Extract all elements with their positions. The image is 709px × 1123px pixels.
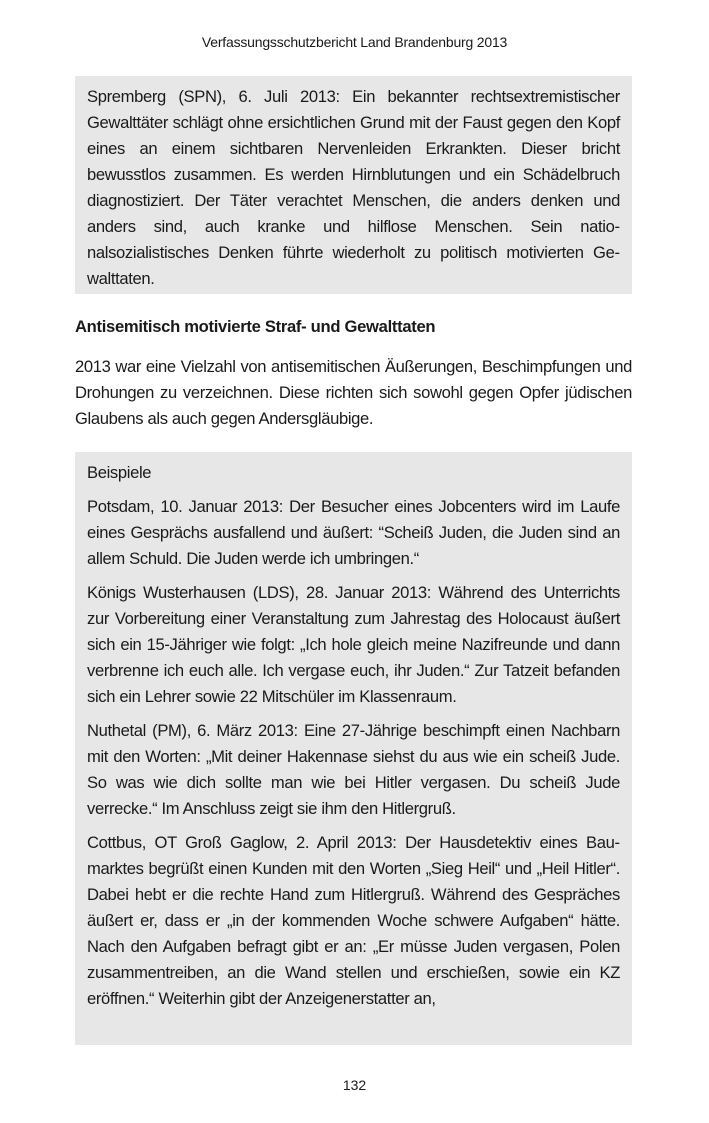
examples-box [75, 452, 632, 1045]
examples-label: Beispiele [87, 463, 152, 482]
case-example-box [75, 76, 632, 294]
example-item-koenigs-wusterhausen: Königs Wusterhausen (LDS), 28. Januar 2013: Während des Unterrichts zur Vorbereitung einer Veranstaltung zum Jahrestag des Holocaust äußert sich ein 15-Jähriger wie folgt: „Ich hole gleich meine Nazifreunde und dann verbrenne ich euch alle. Ich vergase euch, ihr Juden.“ Zur Tatzeit befanden sich ein Lehrer sowie 22 Mitschüler im Klassenraum. [87, 583, 620, 706]
case-example-text: Spremberg (SPN), 6. Juli 2013: Ein bekannter rechtsextremistischer Gewalttäter schlägt ohne ersichtlichen Grund mit der Faust gegen den Kopf eines an einem sichtbaren Nervenleiden Erkrankten. Dieser bricht bewusstlos zusammen. Es werden Hirnblutungen und ein Schädelbruch diagnostiziert. Der Täter verachtet Menschen, die anders denken und anders sind, auch kranke und hilflose Menschen. Sein nationalsozialistisches Denken führte wiederholt zu politisch motivierten Gewalttaten. [87, 87, 620, 288]
section-intro-paragraph: 2013 war eine Vielzahl von antisemitischen Äußerungen, Beschimpfungen und Drohungen zu verzeichnen. Diese richten sich sowohl gegen Opfer jüdischen Glaubens als auch gegen Andersgläubige. [75, 357, 632, 428]
running-header: Verfassungsschutzbericht Land Brandenburg 2013 [201, 34, 508, 50]
example-item-potsdam: Potsdam, 10. Januar 2013: Der Besucher eines Jobcenters wird im Laufe eines Gesprächs ausfallend und äußert: “Scheiß Juden, die Juden sind an allem Schuld. Die Juden werde ich umbringen.“ [87, 497, 620, 568]
example-item-nuthetal: Nuthetal (PM), 6. März 2013: Eine 27-Jährige beschimpft einen Nachbarn mit den Worten: „Mit deiner Hakennase siehst du aus wie ein scheiß Jude. So was wie dich sollte man wie bei Hitler vergasen. Du scheiß Jude verrecke.“ Im Anschluss zeigt sie ihm den Hitlergruß. [87, 721, 620, 818]
section-heading: Antisemitisch motivierte Straf- und Gewalttaten [75, 317, 436, 336]
example-item-cottbus: Cottbus, OT Groß Gaglow, 2. April 2013: Der Hausdetektiv eines Baumarktes begrüßt einen Kunden mit den Worten „Sieg Heil“ und „Heil Hitler“. Dabei hebt er die rechte Hand zum Hitlergruß. Während des Gespräches äußert er, dass er „in der kommenden Woche schwere Aufgaben“ hätte. Nach den Aufgaben befragt gibt er an: „Er müsse Juden vergasen, Polen zusammentreiben, an die Wand stellen und erschießen, sowie ein KZ eröffnen.“ Weiterhin gibt der Anzeigenerstatter an, [87, 833, 620, 1008]
page-number: 132 [342, 1077, 367, 1093]
